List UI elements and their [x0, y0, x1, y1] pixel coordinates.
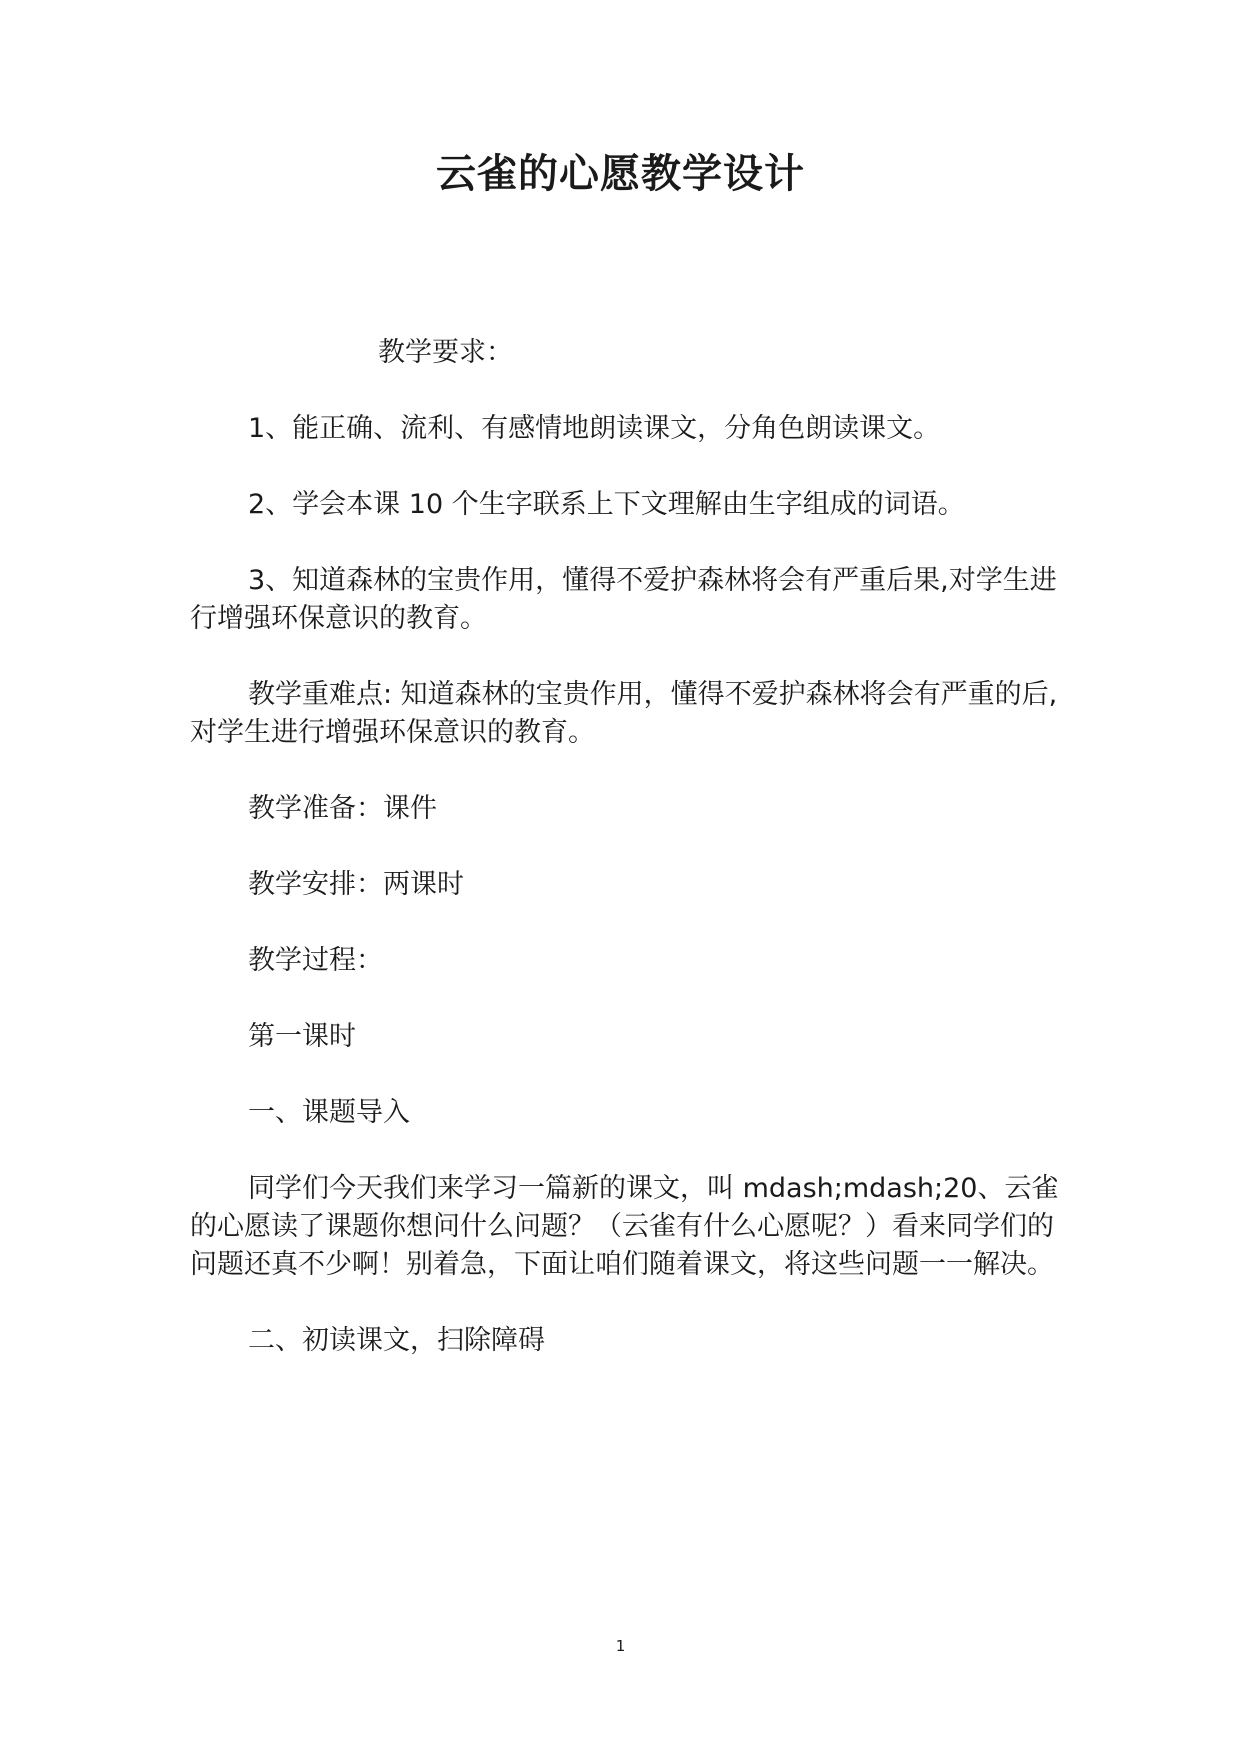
page-number: 1	[615, 1637, 626, 1655]
paragraph-introduction: 同学们今天我们来学习一篇新的课文，叫 mdash;mdash;20、云雀的心愿读了课题你想问什么问题？（云雀有什么心愿呢？）看来同学们的问题还真不少啊！别着急，下面让咱们随着课文，将这些问题一一解决。	[190, 1173, 1059, 1280]
paragraph-first-lesson: 第一课时	[248, 1021, 356, 1052]
document-title: 云雀的心愿教学设计	[436, 150, 805, 197]
paragraph-section-2-heading: 二、初读课文，扫除障碍	[248, 1325, 545, 1356]
paragraph-requirement-3: 3、知道森林的宝贵作用，懂得不爱护森林将会有严重后果,对学生进行增强环保意识的教育。	[190, 565, 1057, 634]
paragraph-key-difficulties: 教学重难点: 知道森林的宝贵作用，懂得不爱护森林将会有严重的后,对学生进行增强环保意识的教育。	[190, 679, 1058, 748]
paragraph-requirement-2: 2、学会本课 10 个生字联系上下文理解由生字组成的词语。	[248, 489, 965, 520]
paragraph-preparation: 教学准备：课件	[248, 793, 437, 824]
paragraph-process: 教学过程：	[248, 945, 383, 976]
paragraph-requirement-1: 1、能正确、流利、有感情地朗读课文，分角色朗读课文。	[248, 413, 941, 444]
paragraph-teaching-requirements: 教学要求：	[378, 337, 513, 368]
paragraph-schedule: 教学安排：两课时	[248, 869, 464, 900]
paragraph-section-1-heading: 一、课题导入	[248, 1097, 410, 1128]
document-body	[190, 334, 1060, 1398]
